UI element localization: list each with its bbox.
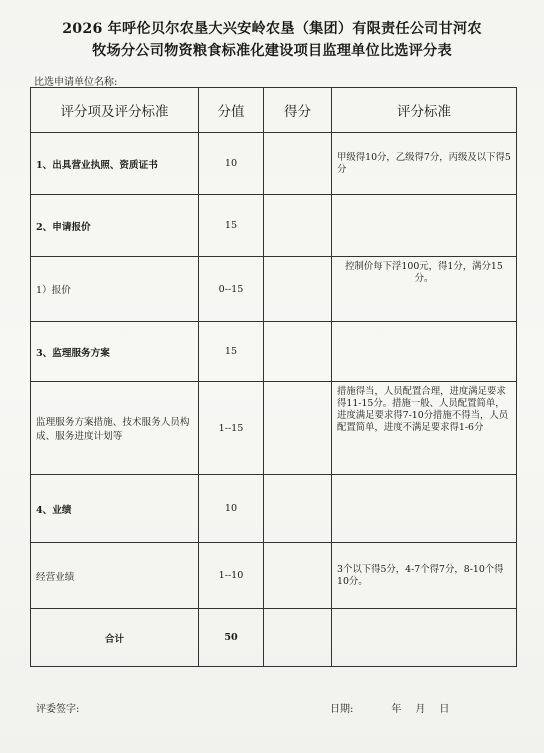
row-points-cell <box>264 257 332 322</box>
row-points-cell <box>264 543 332 609</box>
row-item: 经营业绩 <box>31 543 199 609</box>
row-standard: 甲级得10分，乙级得7分，丙级及以下得5分 <box>332 133 517 195</box>
row-item: 4、业绩 <box>31 475 199 543</box>
header-points: 得分 <box>264 88 332 133</box>
row-points-cell <box>264 195 332 257</box>
table-row-total <box>31 609 517 667</box>
month-label: 月 <box>415 704 426 715</box>
row-points-cell <box>264 382 332 475</box>
table-row <box>31 257 517 322</box>
row-score: 1--10 <box>199 543 264 609</box>
year-label: 年 <box>391 704 402 715</box>
reviewer-signature-label: 评委签字: <box>36 704 80 715</box>
row-points-cell <box>264 133 332 195</box>
date-line <box>330 700 449 715</box>
row-item: 1、出具营业执照、资质证书 <box>31 133 199 195</box>
row-score: 10 <box>199 475 264 543</box>
row-score: 0--15 <box>199 257 264 322</box>
row-points-cell <box>264 609 332 667</box>
scoring-table <box>30 87 517 667</box>
row-standard: 措施得当，人员配置合理，进度满足要求得11-15分。措施一般、人员配置简单，进度满足要求得7-10分措施不得当，人员配置简单，进度不满足要求得1-6分 <box>332 382 517 475</box>
table-row <box>31 133 517 195</box>
header-item: 评分项及评分标准 <box>31 88 199 133</box>
row-score: 15 <box>199 195 264 257</box>
row-item: 监理服务方案措施、技术服务人员构成、服务进度计划等 <box>31 382 199 475</box>
date-label: 日期: <box>330 704 354 715</box>
row-standard <box>332 475 517 543</box>
table-row <box>31 322 517 382</box>
header-score: 分值 <box>199 88 264 133</box>
header-standard: 评分标准 <box>332 88 517 133</box>
document-title <box>8 18 536 62</box>
total-label: 合计 <box>31 609 199 667</box>
row-score: 10 <box>199 133 264 195</box>
table-header-row <box>31 88 517 133</box>
row-item: 3、监理服务方案 <box>31 322 199 382</box>
table-row <box>31 543 517 609</box>
table-row <box>31 475 517 543</box>
day-label: 日 <box>439 704 450 715</box>
table-row <box>31 195 517 257</box>
row-item: 2、申请报价 <box>31 195 199 257</box>
row-standard <box>332 609 517 667</box>
applicant-name-label: 比选申请单位名称: <box>34 77 118 88</box>
row-standard <box>332 322 517 382</box>
title-line-2: 牧场分公司物资粮食标准化建设项目监理单位比选评分表 <box>92 43 452 59</box>
row-standard <box>332 195 517 257</box>
row-score: 15 <box>199 322 264 382</box>
row-standard: 3个以下得5分，4-7个得7分，8-10个得10分。 <box>332 543 517 609</box>
row-standard: 控制价每下浮100元，得1分，满分15分。 <box>332 257 517 322</box>
table-row <box>31 382 517 475</box>
row-points-cell <box>264 322 332 382</box>
title-line-1: 2026 年呼伦贝尔农垦大兴安岭农垦（集团）有限责任公司甘河农 <box>62 21 482 37</box>
row-points-cell <box>264 475 332 543</box>
row-score: 1--15 <box>199 382 264 475</box>
row-item: 1）报价 <box>31 257 199 322</box>
total-score: 50 <box>199 609 264 667</box>
